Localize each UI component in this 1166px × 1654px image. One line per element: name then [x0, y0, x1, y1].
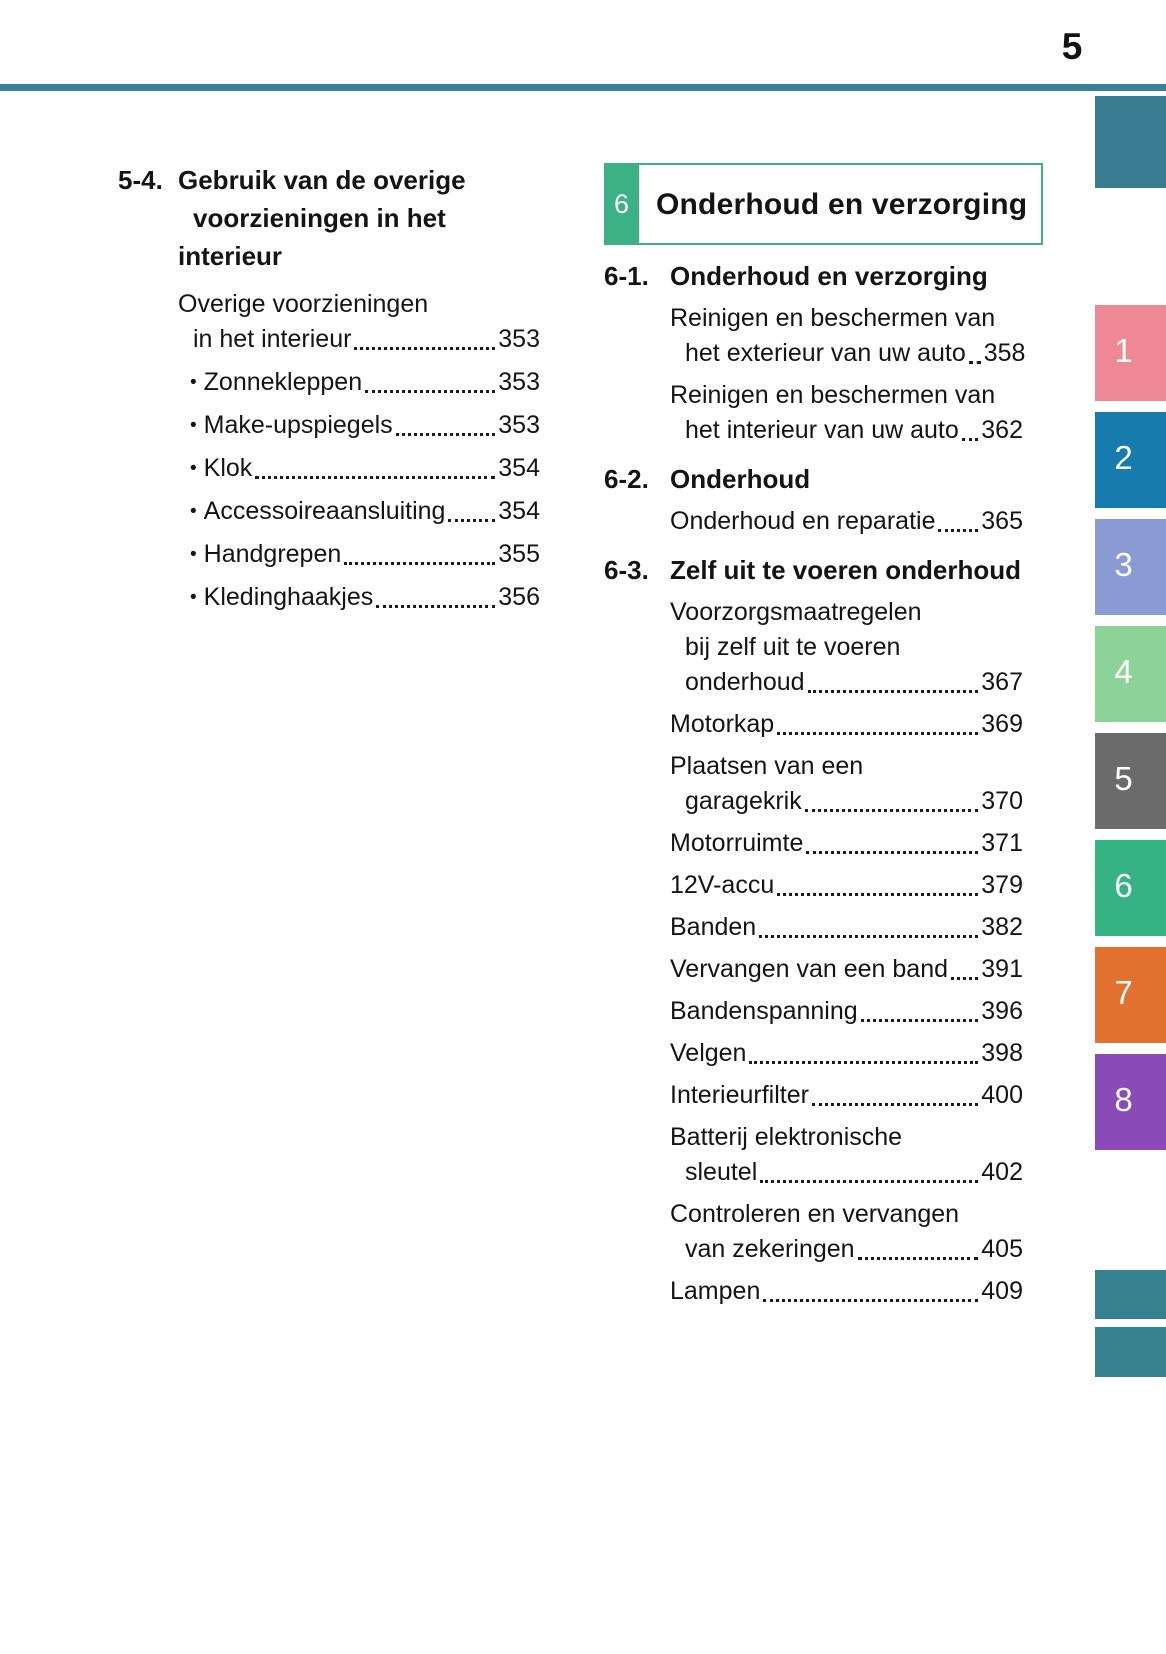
side-tab-8: 8	[1095, 1054, 1166, 1150]
toc-left-column	[118, 146, 540, 615]
toc-entry: Bandenspanning 396	[670, 997, 1023, 1025]
dot-leader	[749, 1061, 978, 1064]
section-number: 5-4.	[118, 165, 163, 195]
section-6-2-entries	[670, 504, 1023, 539]
toc-entry: Motorkap 369	[670, 710, 1023, 738]
toc-bullet-entry: • Accessoireaansluiting 354	[178, 494, 540, 529]
page-number: 5	[1061, 26, 1083, 67]
dot-leader	[951, 977, 978, 980]
toc-bullet-entry: • Zonnekleppen 353	[178, 365, 540, 400]
section-heading-6-3: 6-3. Zelf uit te voeren onderhoud	[604, 555, 1022, 585]
side-tab-3: 3	[1095, 519, 1166, 615]
side-tab-2: 2	[1095, 412, 1166, 508]
dot-leader	[861, 1019, 979, 1022]
side-tab-7: 7	[1095, 947, 1166, 1043]
dot-leader	[858, 1257, 979, 1260]
toc-entry: Plaatsen van een garagekrik 370	[670, 752, 1023, 815]
toc-bullet-entry: • Handgrepen 355	[178, 537, 540, 572]
toc-entry: Controleren en vervangen van zekeringen 405	[670, 1200, 1023, 1263]
toc-entry: Reinigen en beschermen van het interieur van uw auto 362	[670, 381, 1023, 444]
dot-leader	[777, 893, 978, 896]
chapter-title: Onderhoud en verzorging	[656, 187, 1028, 221]
dot-leader	[759, 935, 978, 938]
section-6-1-entries	[670, 301, 1026, 448]
side-tab-4: 4	[1095, 626, 1166, 722]
dot-leader	[396, 433, 496, 436]
toc-entry: Banden 382	[670, 913, 1023, 941]
dot-leader	[962, 438, 979, 441]
dot-leader	[805, 809, 979, 812]
toc-entry: Velgen 398	[670, 1039, 1023, 1067]
dot-leader	[806, 851, 978, 854]
dot-leader	[969, 361, 981, 364]
toc-bullet-entry: • Make-upspiegels 353	[178, 408, 540, 443]
section-6-3-entries	[670, 595, 1023, 1309]
side-tab-1: 1	[1095, 305, 1166, 401]
toc-right-column	[604, 163, 1028, 1309]
bullet-icon: •	[190, 458, 197, 479]
section-heading-6-1: 6-1. Onderhoud en verzorging	[604, 261, 988, 291]
dot-leader	[812, 1103, 978, 1106]
bullet-icon: •	[190, 544, 197, 565]
section-5-4-entries	[178, 287, 540, 615]
toc-entry: Vervangen van een band 391	[670, 955, 1023, 983]
chapter-6-banner	[604, 163, 1043, 245]
section-heading-6-2: 6-2. Onderhoud	[604, 464, 811, 494]
toc-entry: Voorzorgsmaatregelen bij zelf uit te voeren onderhoud 367	[670, 598, 1023, 696]
header-rule	[0, 84, 1166, 91]
side-tab-6: 6	[1095, 840, 1166, 936]
toc-bullet-entry: • Kledinghaakjes 356	[178, 580, 540, 615]
dot-leader	[938, 529, 978, 532]
dot-leader	[777, 732, 978, 735]
dot-leader	[365, 390, 495, 393]
toc-entry: Onderhoud en reparatie 365	[670, 507, 1023, 535]
dot-leader	[354, 347, 495, 350]
chapter-number-badge: 6	[604, 163, 639, 245]
dot-leader	[344, 562, 495, 565]
toc-entry: Lampen 409	[670, 1277, 1023, 1305]
toc-bullet-entry: • Klok 354	[178, 451, 540, 486]
side-tab-5: 5	[1095, 733, 1166, 829]
toc-entry: Overige voorzieningen in het interieur 353	[178, 287, 540, 357]
toc-entry: Interieurfilter 400	[670, 1081, 1023, 1109]
toc-entry: Reinigen en beschermen van het exterieur van uw auto 358	[670, 304, 1026, 367]
bullet-icon: •	[190, 501, 197, 522]
side-tab-blank-bottom-1	[1095, 1270, 1166, 1319]
bullet-icon: •	[190, 587, 197, 608]
dot-leader	[376, 605, 495, 608]
section-heading-5-4	[118, 161, 540, 275]
side-tab-blank-top	[1095, 96, 1166, 188]
toc-entry: Motorruimte 371	[670, 829, 1023, 857]
bullet-icon: •	[190, 372, 197, 393]
dot-leader	[760, 1180, 978, 1183]
side-tab-blank-bottom-2	[1095, 1327, 1166, 1377]
bullet-icon: •	[190, 415, 197, 436]
dot-leader	[255, 476, 495, 479]
toc-entry: Batterij elektronische sleutel 402	[670, 1123, 1023, 1186]
toc-entry-line: in het interieur 353	[193, 325, 540, 353]
dot-leader	[448, 519, 495, 522]
dot-leader	[808, 690, 979, 693]
section-title: Gebruik van de overige voorzieningen in het interieur	[178, 165, 466, 271]
dot-leader	[763, 1299, 978, 1302]
toc-entry: 12V-accu 379	[670, 871, 1023, 899]
